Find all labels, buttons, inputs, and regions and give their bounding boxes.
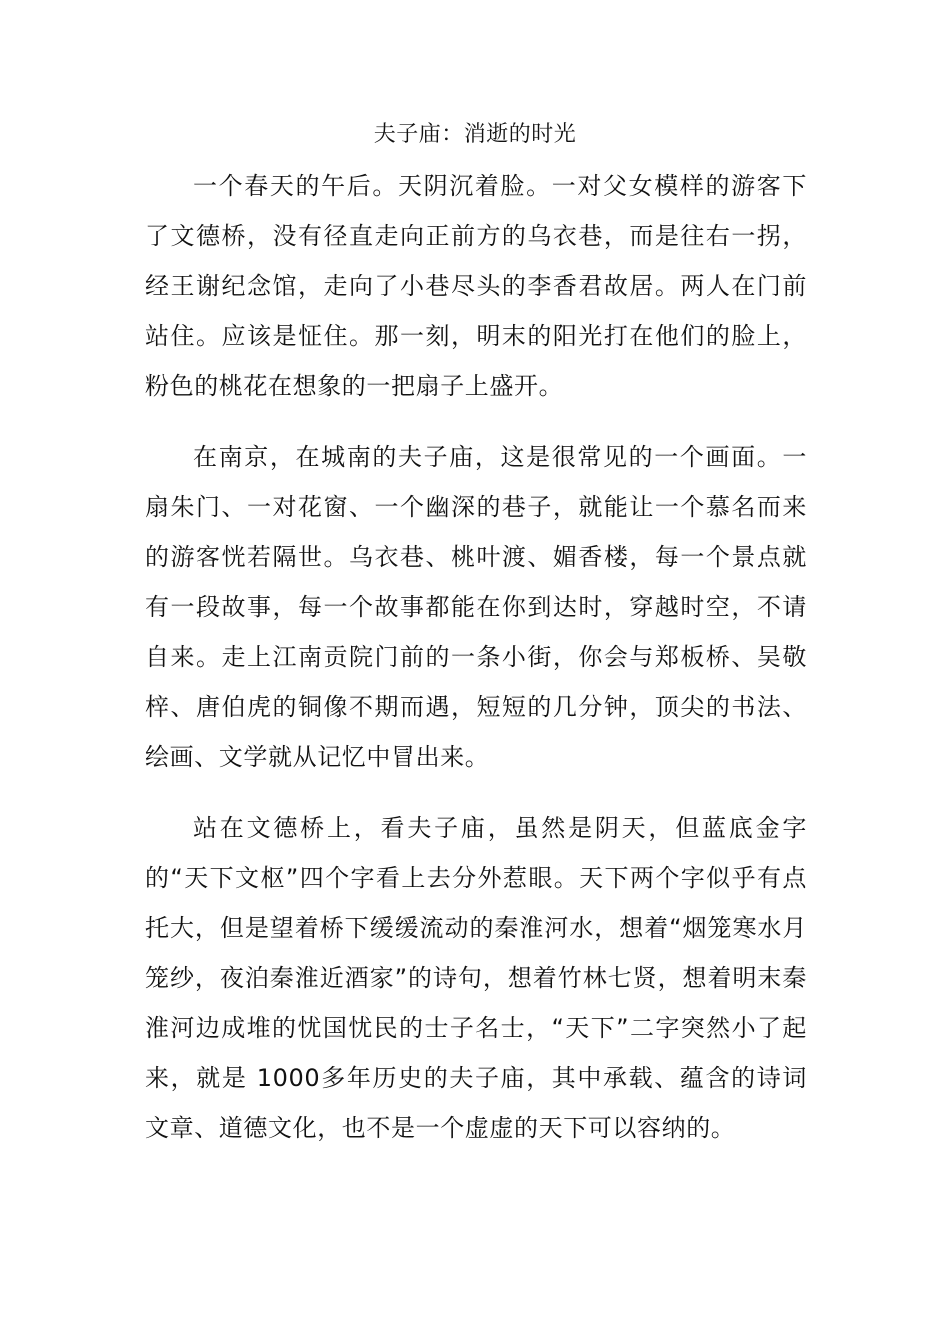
paragraph-3: 站在文德桥上，看夫子庙，虽然是阴天，但蓝底金字的“天下文枢”四个字看上去分外惹眼。天下两个字似乎有点托大，但是望着桥下缓缓流动的秦淮河水，想着“烟笼寒水月笼纱，夜泊秦淮近酒家”的诗句，想着竹林七贤，想着明末秦淮河边成堆的忧国忧民的士子名士，“天下”二字突然小了起来，就是 1000多年历史的夫子庙，其中承载、蕴含的诗词文章、道德文化，也不是一个虚虚的天下可以容纳的。: [145, 814, 807, 1142]
paragraph-1: 一个春天的午后。天阴沉着脸。一对父女模样的游客下了文德桥，没有径直走向正前方的乌衣巷，而是往右一拐，经王谢纪念馆，走向了小巷尽头的李香君故居。两人在门前站住。应该是怔住。那一刻，明末的阳光打在他们的脸上，粉色的桃花在想象的一把扇子上盛开。: [145, 172, 807, 400]
document-title: 夫子庙：消逝的时光: [373, 122, 577, 147]
paragraph-2: 在南京，在城南的夫子庙，这是很常见的一个画面。一扇朱门、一对花窗、一个幽深的巷子，就能让一个慕名而来的游客恍若隔世。乌衣巷、桃叶渡、媚香楼，每一个景点就有一段故事，每一个故事都能在你到达时，穿越时空，不请自来。走上江南贡院门前的一条小街，你会与郑板桥、吴敬梓、唐伯虎的铜像不期而遇，短短的几分钟，顶尖的书法、绘画、文学就从记忆中冒出来。: [145, 443, 807, 771]
